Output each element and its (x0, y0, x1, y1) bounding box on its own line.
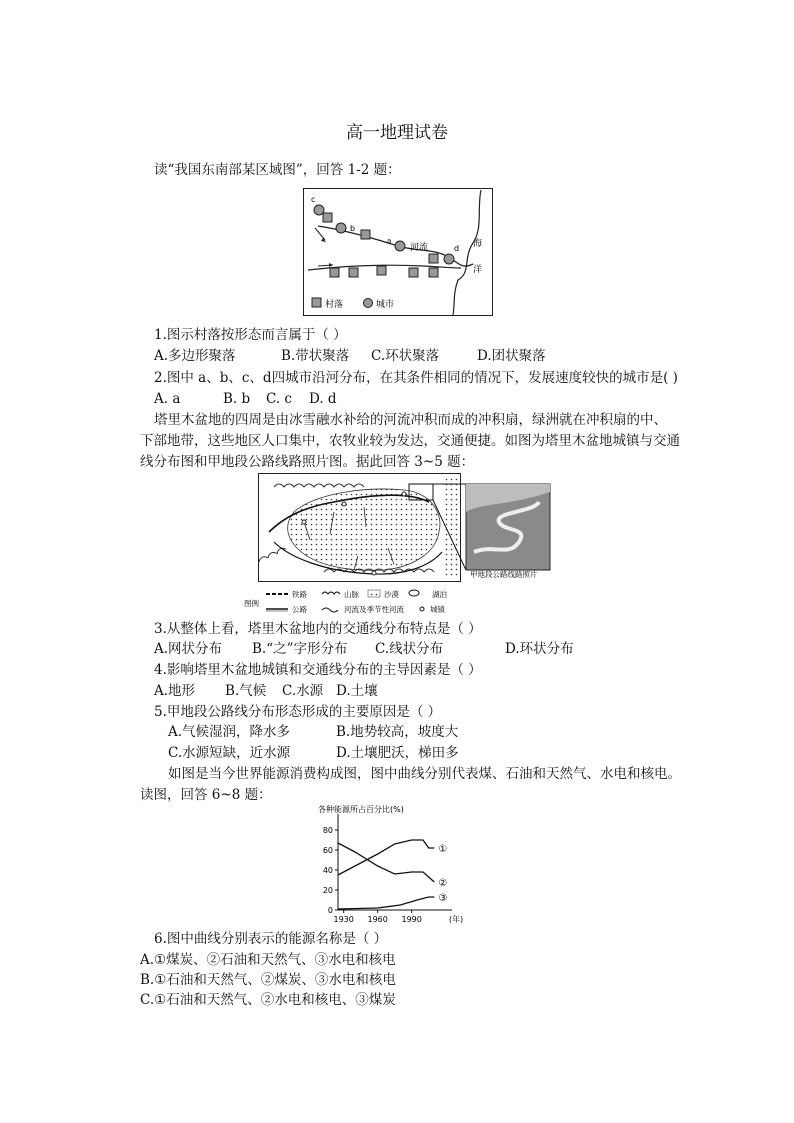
label-a: a (387, 237, 392, 245)
legend-title: 图例 (244, 599, 259, 608)
svg-text:城镇: 城镇 (430, 605, 445, 614)
q2-option-d: D. d (309, 391, 337, 407)
x-tick-label: 1930 (333, 915, 354, 924)
q4-option-b: B.气候 (225, 683, 267, 699)
q3-option-b: B.“之”字形分布 (252, 641, 348, 657)
series-label-1: ① (438, 844, 448, 855)
q6-option-a: A.①煤炭、②石油和天然气、③水电和核电 (140, 952, 396, 968)
q3-option-d: D.环状分布 (505, 641, 574, 657)
label-c: c (311, 195, 316, 204)
q1-option-d: D.团状聚落 (477, 348, 546, 364)
q5-option-a: A.气候湿润，降水多 (168, 724, 291, 740)
series-label-2: ② (438, 878, 448, 889)
q4-stem: 4.影响塔里木盆地城镇和交通线分布的主导因素是（ ） (154, 662, 482, 678)
q3-option-a: A.网状分布 (154, 641, 223, 657)
q5-option-c: C.水源短缺，近水源 (168, 745, 291, 761)
svg-text:公路: 公路 (292, 605, 307, 614)
legend-village: 村落 (325, 300, 344, 310)
label-sea2: 洋 (473, 265, 483, 275)
label-d: d (454, 244, 460, 253)
photo-caption: 甲地段公路线路照片 (470, 570, 538, 579)
y-tick-label: 20 (322, 886, 333, 895)
label-river: 河流 (410, 243, 429, 253)
passage2-line1: 塔里木盆地的四周是由冰雪融水补给的河流冲积而成的冲积扇，绿洲就在冲积扇的中、 (154, 412, 667, 428)
q3-stem: 3.从整体上看，塔里木盆地内的交通线分布特点是（ ） (154, 621, 482, 637)
q2-option-c: C. c (266, 391, 292, 407)
q1-stem: 1.图示村落按形态而言属于（ ） (154, 327, 347, 343)
y-tick-label: 60 (322, 846, 333, 855)
tarim-map (244, 472, 554, 622)
y-tick-label: 40 (322, 866, 333, 875)
intro-text: 读“我国东南部某区域图”，回答 1-2 题： (154, 162, 401, 178)
page-title: 高一地理试卷 (346, 123, 448, 143)
q5-option-d: D.土壤肥沃，梯田多 (336, 745, 459, 761)
q2-stem: 2.图中 a、b、c、d四城市沿河分布，在其条件相同的情况下，发展速度较快的城市是( ) (154, 370, 678, 386)
energy-chart (300, 800, 500, 932)
q6-stem: 6.图中曲线分别表示的能源名称是（ ） (154, 931, 388, 947)
q4-option-c: C.水源 (282, 683, 324, 699)
passage3-line2: 读图，回答 6~8 题： (140, 787, 272, 803)
q3-option-c: C.线状分布 (375, 641, 444, 657)
label-b: b (350, 224, 356, 233)
q5-option-b: B.地势较高，坡度大 (336, 724, 459, 740)
passage2-line3: 线分布图和甲地段公路线路照片图。据此回答 3~5 题： (140, 454, 475, 470)
svg-text:沙漠: 沙漠 (384, 590, 399, 599)
x-axis-label: (年) (448, 915, 464, 924)
q6-option-b: B.①石油和天然气、②煤炭、③水电和核电 (140, 972, 396, 988)
q5-stem: 5.甲地段公路线分布形态形成的主要原因是（ ） (154, 704, 442, 720)
svg-text:铁路: 铁路 (292, 590, 307, 599)
x-tick-label: 1960 (367, 915, 388, 924)
legend-city: 城市 (376, 300, 395, 310)
x-tick-label: 1990 (401, 915, 422, 924)
passage2-line2: 下部地带，这些地区人口集中，农牧业较为发达，交通便捷。如图为塔里木盆地城镇与交通 (140, 433, 680, 449)
chart-title: 各种能源所占百分比(%) (318, 805, 404, 814)
passage3-line1: 如图是当今世界能源消费构成图，图中曲线分别代表煤、石油和天然气、水电和核电。 (168, 766, 681, 782)
q2-option-a: A. a (154, 391, 181, 407)
q1-option-c: C.环状聚落 (371, 348, 440, 364)
svg-text:山脉: 山脉 (344, 590, 359, 599)
q4-option-a: A.地形 (154, 683, 196, 699)
series-label-3: ③ (438, 893, 448, 904)
label-sea1: 海 (473, 239, 483, 249)
settlement-map (303, 188, 493, 320)
y-tick-label: 80 (322, 826, 333, 835)
q1-option-a: A.多边形聚落 (154, 348, 236, 364)
q4-option-d: D.土壤 (336, 683, 378, 699)
q2-option-b: B. b (223, 391, 251, 407)
q6-option-c: C.①石油和天然气、②水电和核电、③煤炭 (140, 992, 396, 1008)
series-line-3 (338, 897, 434, 909)
svg-text:湖泊: 湖泊 (432, 590, 447, 599)
svg-text:河流及季节性河流: 河流及季节性河流 (344, 605, 404, 614)
y-tick-label: 0 (327, 906, 333, 915)
q1-option-b: B.带状聚落 (281, 348, 350, 364)
